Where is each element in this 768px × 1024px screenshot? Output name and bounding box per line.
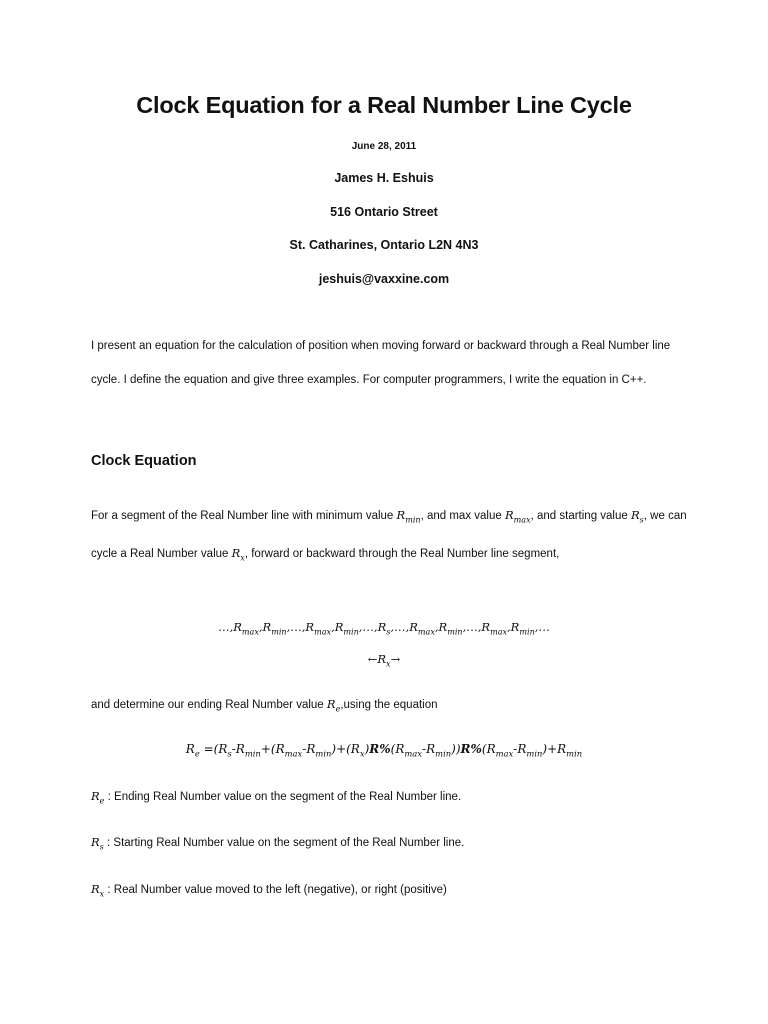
determine-paragraph xyxy=(91,697,438,713)
document-title: Clock Equation for a Real Number Line Cycle xyxy=(136,92,632,118)
determine-text-2: ,using the equation xyxy=(340,699,438,711)
definition-re xyxy=(91,789,461,805)
determine-text-1: and determine our ending Real Number value xyxy=(91,699,327,711)
def-var-re: $R_e$ xyxy=(91,789,105,806)
segment-text-5: , forward or backward through the Real Number line segment, xyxy=(244,547,560,560)
def-text-rs: : Starting Real Number value on the segment of the Real Number line. xyxy=(103,837,465,849)
var-re: $R_e$ xyxy=(326,697,341,714)
segment-text-2: , and max value xyxy=(420,510,505,522)
def-var-rs: $R_s$ xyxy=(91,835,104,852)
def-text-rx: : Real Number value moved to the left (negative), or right (positive) xyxy=(104,884,447,896)
segment-text-1: For a segment of the Real Number line with minimum value xyxy=(91,510,397,522)
author-email: jeshuis@vaxxine.com xyxy=(318,272,450,286)
author-street: 516 Ontario Street xyxy=(330,205,438,219)
author-city: St. Catharines, Ontario L2N 4N3 xyxy=(289,238,479,252)
clock-equation: $R_e =(R_s-R_{min}+(R_{max}-R_{min})+(R_x)R\%(R_{max}-R_{min}))R\%(R_{max}-R_{min})+R_{min}$ xyxy=(185,742,583,759)
def-text-re: : Ending Real Number value on the segment of the Real Number line. xyxy=(104,791,462,803)
definition-rx xyxy=(91,882,447,898)
section-heading: Clock Equation xyxy=(91,453,197,469)
def-var-rx: $R_x$ xyxy=(91,882,105,899)
definition-rs xyxy=(91,835,464,851)
author-name: James H. Eshuis xyxy=(334,171,434,185)
document-date: June 28, 2011 xyxy=(351,141,417,152)
segment-text-3: , and starting value xyxy=(530,510,631,522)
var-rmax: $R_{max}$ xyxy=(504,508,531,525)
var-rx: $R_x$ xyxy=(231,545,245,563)
var-rmin: $R_{min}$ xyxy=(396,508,421,525)
direction-arrows: $\leftarrow R_x\to$ xyxy=(367,652,401,669)
intro-paragraph: I present an equation for the calculation of position when moving forward or backward through a Real Number line cycle. I define the equation and give three examples. For computer programmers, I write the equation in C++. xyxy=(91,340,671,386)
segment-text-4: , we can cycle a Real Number value xyxy=(91,510,687,560)
sequence-formula: $\dots,R_{max},R_{min},\dots,R_{max},R_{min},\dots,R_s,\dots,R_{max},R_{min},\dots,R_{max},R_{min},\dots$ xyxy=(218,620,550,637)
segment-paragraph xyxy=(91,499,691,575)
var-rs: $R_s$ xyxy=(630,508,644,525)
